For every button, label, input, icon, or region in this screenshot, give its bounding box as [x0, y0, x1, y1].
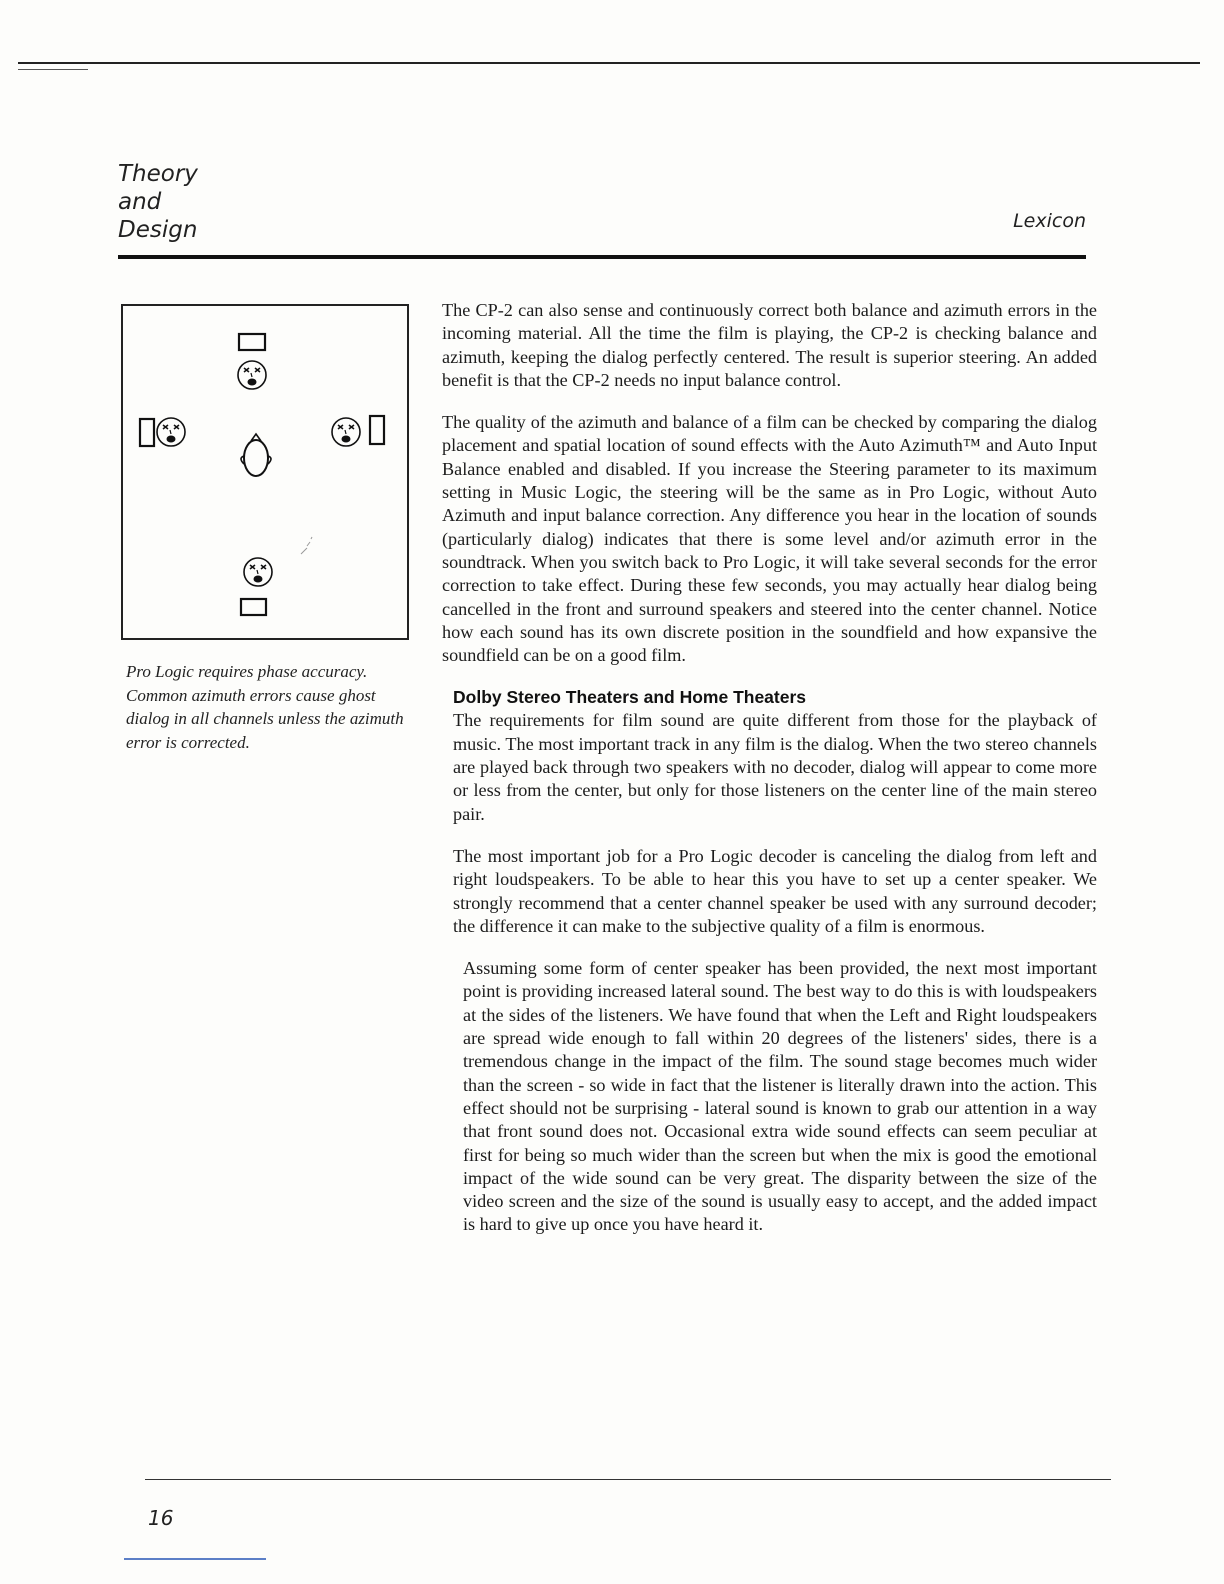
lateral-sound-section	[463, 957, 1097, 1237]
listener-face-icon	[332, 418, 360, 446]
speaker-layout-figure	[121, 304, 409, 640]
speaker-icon	[140, 419, 154, 446]
page-number: 16	[148, 1506, 174, 1530]
top-rule-thin	[18, 69, 88, 70]
bottom-mark	[124, 1558, 266, 1560]
body-paragraph-4: The most important job for a Pro Logic decoder is canceling the dialog from left and right loudspeakers. To be able to hear this you have to set up a center speaker. We strongly recommend that a center channel speaker be used with any surround decoder; the difference it can make to the subjective quality of a film is enormous.	[453, 845, 1097, 936]
body-paragraph-3: The requirements for film sound are quite different from those for the playback of music. The most important track in any film is the dialog. When the two stereo channels are played back through two speakers with no decoder, dialog will appear to come more or less from the center, but only for those listeners on the center line of the main stereo pair.	[453, 710, 1097, 824]
speaker-icon	[241, 599, 266, 615]
speaker-icon	[370, 416, 384, 444]
brand-name: Lexicon	[1013, 210, 1086, 232]
footer-rule	[145, 1479, 1111, 1480]
speaker-icon	[239, 334, 265, 350]
section-title	[118, 160, 198, 244]
listener-face-icon	[238, 361, 266, 389]
listener-face-icon	[157, 418, 185, 446]
main-text-column	[442, 299, 1097, 1256]
section-title-line-1: Theory	[118, 161, 198, 187]
figure-caption: Pro Logic requires phase accuracy. Common azimuth errors cause ghost dialog in all channels unless the azimuth error is corrected.	[126, 662, 404, 752]
section-heading: Dolby Stereo Theaters and Home Theaters	[453, 687, 807, 708]
header-rule	[118, 255, 1086, 259]
center-listener-icon	[241, 434, 271, 476]
body-paragraph-2: The quality of the azimuth and balance of a film can be checked by comparing the dialog placement and spatial location of sound effects with the Auto Azimuth™ and Auto Input Balance enabled and disabled. If you increase the Steering parameter to its maximum setting in Music Logic, the steering will be the same as in Pro Logic, without Auto Azimuth and input balance correction. Any difference you hear in the location of sounds (particularly dialog) indicates that there is some level and/or azimuth error in the soundtrack. When you switch back to Pro Logic, it will take several seconds for the error correction to take effect. During these few seconds, you may actually hear dialog being cancelled in the front and surround speakers and steered into the center channel. Notice how each sound has its own discrete position in the soundfield and how expansive the soundfield can be on a good film.	[442, 412, 1097, 666]
body-paragraph-1: The CP-2 can also sense and continuously correct both balance and azimuth errors in the incoming material. All the time the film is playing, the CP-2 is checking balance and azimuth, keeping the dialog perfectly centered. The result is superior steering. An added benefit is that the CP-2 needs no input balance control.	[442, 300, 1097, 390]
section-title-line-3: Design	[118, 217, 198, 243]
listener-face-icon	[244, 558, 272, 586]
body-paragraph-5: Assuming some form of center speaker has been provided, the next most important point is providing increased lateral sound. The best way to do this is with loudspeakers at the sides of the listeners. We have found that when the Left and Right loudspeakers are spread wide enough to fall within 20 degrees of the listeners' sides, there is a tremendous change in the impact of the film. The sound stage becomes much wider than the screen - so wide in fact that the listener is literally drawn into the action. This effect should not be surprising - lateral sound is known to grab our attention in a way that front sound does not. Occasional extra wide sound effects can seem peculiar at first for being so much wider than the screen but when the mix is good the emotional impact of the wide sound can be very great. The disparity between the size of the video screen and the size of the sound is usually easy to accept, and the added impact is hard to give up once you have heard it.	[463, 958, 1097, 1235]
section-title-line-2: and	[118, 189, 162, 215]
dolby-theaters-section	[453, 686, 1097, 938]
top-rule	[18, 62, 1200, 64]
speaker-layout-diagram	[123, 306, 407, 638]
